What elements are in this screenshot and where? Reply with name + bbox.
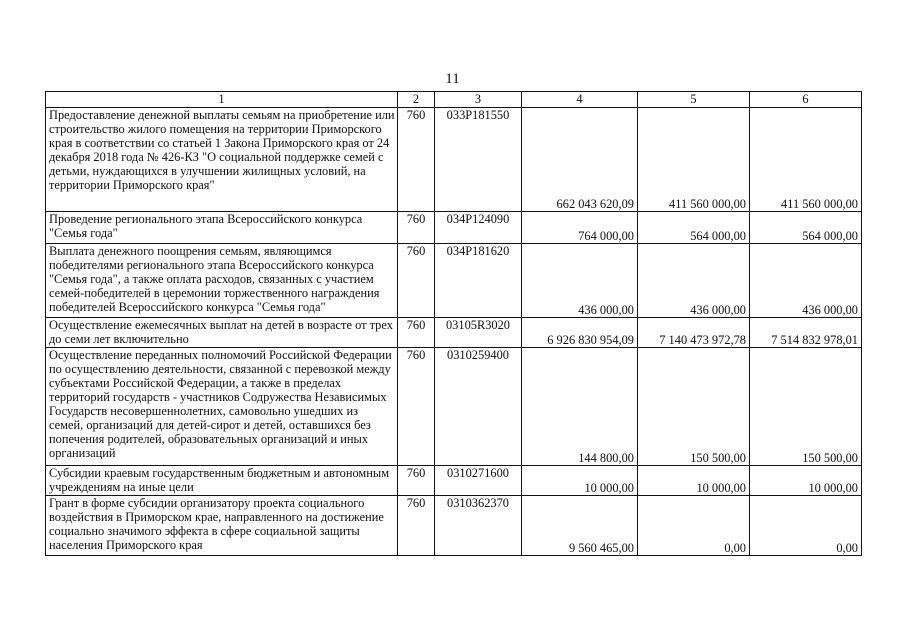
row-ministry-code: 760 (398, 318, 435, 348)
row-value-4: 10 000,00 (522, 466, 638, 496)
row-ministry-code: 760 (398, 244, 435, 318)
table-row (46, 466, 862, 496)
table-row (46, 318, 862, 348)
row-value-4: 764 000,00 (522, 212, 638, 244)
row-ministry-code: 760 (398, 212, 435, 244)
row-ministry-code: 760 (398, 466, 435, 496)
column-header-3: 3 (435, 92, 522, 108)
table-row (46, 108, 862, 212)
budget-table (45, 91, 862, 556)
page-number: 11 (445, 71, 460, 87)
column-header-5: 5 (638, 92, 750, 108)
row-value-6: 150 500,00 (750, 348, 862, 466)
row-value-5: 7 140 473 972,78 (638, 318, 750, 348)
row-value-4: 436 000,00 (522, 244, 638, 318)
row-description: Субсидии краевым государственным бюджетным и автономным учреждениям на иные цели (46, 466, 398, 496)
row-description: Осуществление ежемесячных выплат на детей в возрасте от трех до семи лет включительно (46, 318, 398, 348)
table-row (46, 212, 862, 244)
row-target-code: 0310271600 (435, 466, 522, 496)
row-value-5: 10 000,00 (638, 466, 750, 496)
table-body (46, 108, 862, 556)
row-ministry-code: 760 (398, 496, 435, 556)
row-target-code: 03105R3020 (435, 318, 522, 348)
row-ministry-code: 760 (398, 108, 435, 212)
row-value-6: 411 560 000,00 (750, 108, 862, 212)
row-target-code: 0310362370 (435, 496, 522, 556)
row-value-6: 436 000,00 (750, 244, 862, 318)
column-header-6: 6 (750, 92, 862, 108)
row-value-5: 150 500,00 (638, 348, 750, 466)
row-description: Проведение регионального этапа Всероссийского конкурса "Семья года" (46, 212, 398, 244)
column-header-4: 4 (522, 92, 638, 108)
row-value-5: 436 000,00 (638, 244, 750, 318)
row-value-4: 9 560 465,00 (522, 496, 638, 556)
column-header-2: 2 (398, 92, 435, 108)
table-row (46, 244, 862, 318)
row-value-6: 7 514 832 978,01 (750, 318, 862, 348)
table-row (46, 348, 862, 466)
table-row (46, 496, 862, 556)
row-target-code: 033P181550 (435, 108, 522, 212)
row-value-6: 10 000,00 (750, 466, 862, 496)
row-value-4: 144 800,00 (522, 348, 638, 466)
table-header (46, 92, 862, 108)
row-value-6: 0,00 (750, 496, 862, 556)
row-description: Осуществление переданных полномочий Российской Федерации по осуществлению деятельности, связанной с перевозкой между субъектами Российской Федерации, а также в пределах территорий государств - участников Содружества Независимых Государств несовершеннолетних, самовольно ушедших из семей, организаций для детей-сирот и детей, оставшихся без попечения родителей, образовательных организаций и иных организаций (46, 348, 398, 466)
row-target-code: 0310259400 (435, 348, 522, 466)
row-value-5: 411 560 000,00 (638, 108, 750, 212)
row-value-4: 662 043 620,09 (522, 108, 638, 212)
row-target-code: 034P124090 (435, 212, 522, 244)
header-row (46, 92, 862, 108)
column-header-1: 1 (46, 92, 398, 108)
row-description: Грант в форме субсидии организатору проекта социального воздействия в Приморском крае, направленного на достижение социально значимого эффекта в сфере социальной защиты населения Приморского края (46, 496, 398, 556)
row-value-5: 0,00 (638, 496, 750, 556)
row-value-4: 6 926 830 954,09 (522, 318, 638, 348)
row-ministry-code: 760 (398, 348, 435, 466)
row-target-code: 034P181620 (435, 244, 522, 318)
row-value-5: 564 000,00 (638, 212, 750, 244)
row-value-6: 564 000,00 (750, 212, 862, 244)
row-description: Выплата денежного поощрения семьям, являющимся победителями регионального этапа Всероссийского конкурса "Семья года", а также оплата расходов, связанных с участием семей-победителей в церемонии торжественного награждения победителей Всероссийского конкурса "Семья года" (46, 244, 398, 318)
row-description: Предоставление денежной выплаты семьям на приобретение или строительство жилого помещения на территории Приморского края в соответствии со статьей 1 Закона Приморского края от 24 декабря 2018 года № 426-КЗ "О социальной поддержке семей с детьми, нуждающихся в улучшении жилищных условий, на территории Приморского края" (46, 108, 398, 212)
